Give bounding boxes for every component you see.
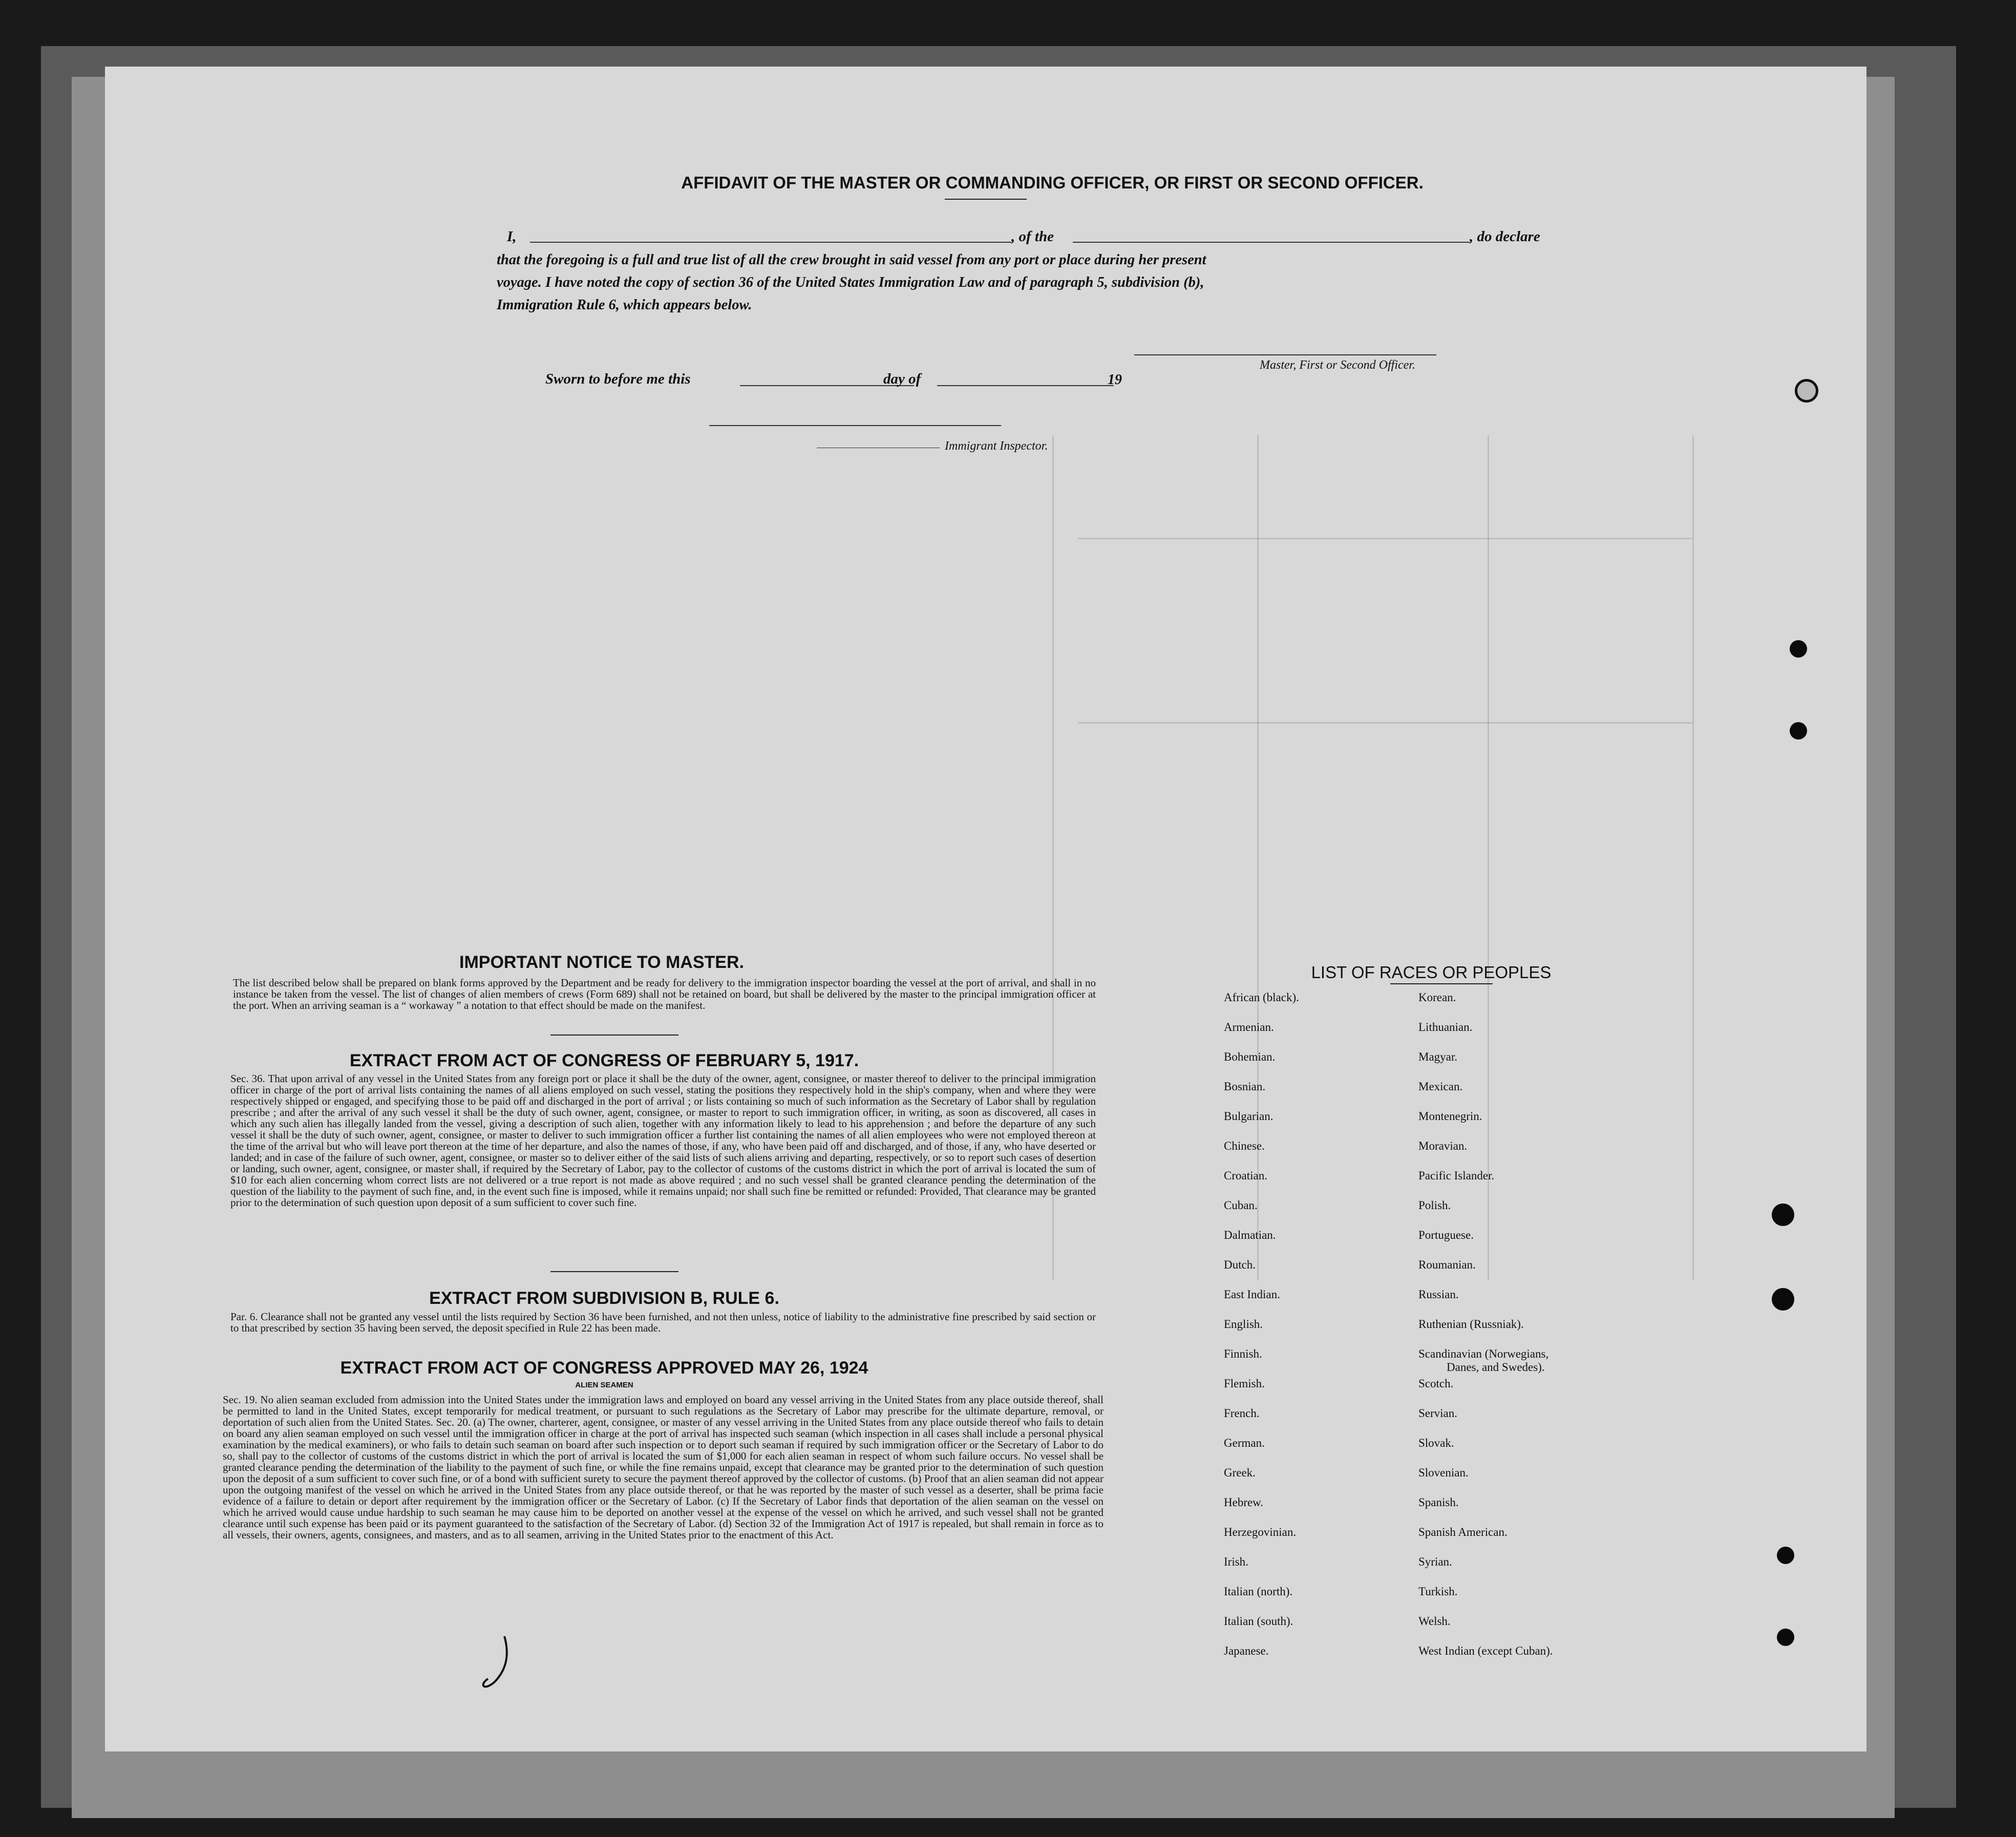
- notice-text: The list described below shall be prepared on blank forms approved by the Department and be ready for delivery to the immigration inspector boarding the vessel at the port of arrival, and shall in no instance be taken from the vessel. The list of changes of alien members of crews (Form 689) shall not be retained on board, but shall be delivered by the master to the principal immigration officer at the port. When an arriving seaman is a “ workaway ” a notation to that effect should be made on the manifest.: [233, 977, 1096, 1011]
- name-blank-line: [530, 242, 1011, 243]
- race-item: Armenian.: [1224, 1021, 1274, 1033]
- race-item: Scandinavian (Norwegians,: [1418, 1347, 1549, 1360]
- race-item: Scotch.: [1418, 1377, 1454, 1390]
- handwritten-mark: [474, 1634, 535, 1700]
- race-item: Slovenian.: [1418, 1466, 1469, 1479]
- extract-rule6-title: EXTRACT FROM SUBDIVISION B, RULE 6.: [429, 1289, 779, 1308]
- race-item: Russian.: [1418, 1288, 1459, 1301]
- document-page: [105, 67, 1866, 1751]
- race-item: Slovak.: [1418, 1437, 1454, 1449]
- divider: [550, 1271, 678, 1272]
- affidavit-line-3: voyage. I have noted the copy of section 36 of the United States Immigration Law and of paragraph 5, subdivision (b),: [497, 275, 1204, 290]
- divider: [945, 199, 1027, 200]
- race-item: Spanish.: [1418, 1496, 1459, 1509]
- extract-1917-title: EXTRACT FROM ACT OF CONGRESS OF FEBRUARY 5, 1917.: [349, 1051, 859, 1070]
- race-item: Montenegrin.: [1418, 1110, 1482, 1123]
- master-signature-label: Master, First or Second Officer.: [1260, 358, 1415, 372]
- binder-hole: [1777, 1547, 1794, 1564]
- binder-hole: [1772, 1203, 1794, 1226]
- race-item: German.: [1224, 1437, 1265, 1449]
- race-item: Bohemian.: [1224, 1050, 1276, 1063]
- affidavit-of-the: , of the: [1011, 228, 1054, 245]
- race-item: Spanish American.: [1418, 1526, 1508, 1538]
- extract-1924-subtitle: ALIEN SEAMEN: [575, 1381, 633, 1389]
- race-item: Turkish.: [1418, 1585, 1458, 1598]
- year-prefix: 19: [1108, 372, 1122, 388]
- race-item: English.: [1224, 1318, 1263, 1331]
- race-item: Korean.: [1418, 991, 1456, 1004]
- bleed-through-line: [1692, 435, 1694, 1280]
- race-item: Roumanian.: [1418, 1258, 1476, 1271]
- race-item: Syrian.: [1418, 1555, 1452, 1568]
- race-item: Ruthenian (Russniak).: [1418, 1318, 1524, 1331]
- extract-1924-title: EXTRACT FROM ACT OF CONGRESS APPROVED MAY 26, 1924: [340, 1358, 868, 1378]
- race-item: Japanese.: [1224, 1644, 1269, 1657]
- race-item: Italian (north).: [1224, 1585, 1293, 1598]
- race-item: Finnish.: [1224, 1347, 1262, 1360]
- vessel-blank-line: [1073, 242, 1470, 243]
- race-item: Irish.: [1224, 1555, 1248, 1568]
- affidavit-title: AFFIDAVIT OF THE MASTER OR COMMANDING OFFICER, OR FIRST OR SECOND OFFICER.: [681, 173, 1424, 192]
- notice-title: IMPORTANT NOTICE TO MASTER.: [459, 953, 744, 972]
- race-item: East Indian.: [1224, 1288, 1280, 1301]
- bleed-through-line: [1078, 538, 1692, 539]
- affidavit-line-2: that the foregoing is a full and true list of all the crew brought in said vessel from any port or place during her present: [497, 252, 1206, 268]
- affidavit-line-4: Immigration Rule 6, which appears below.: [497, 297, 752, 313]
- binder-hole: [1772, 1288, 1794, 1311]
- race-item: Lithuanian.: [1418, 1021, 1473, 1033]
- affidavit-i: I,: [507, 228, 517, 245]
- race-item: Danes, and Swedes).: [1447, 1361, 1545, 1374]
- inspector-label: Immigrant Inspector.: [945, 439, 1048, 453]
- race-item: Bulgarian.: [1224, 1110, 1274, 1123]
- race-item: Cuban.: [1224, 1199, 1258, 1212]
- binder-hole: [1790, 722, 1807, 740]
- race-item: Servian.: [1418, 1407, 1458, 1420]
- race-item: Mexican.: [1418, 1080, 1463, 1093]
- divider: [1390, 983, 1493, 984]
- day-of-text: day of: [883, 371, 921, 387]
- race-item: Pacific Islander.: [1418, 1169, 1495, 1182]
- race-item: Dutch.: [1224, 1258, 1256, 1271]
- binder-hole: [1790, 640, 1807, 658]
- master-signature-line: [1134, 354, 1436, 355]
- race-item: Croatian.: [1224, 1169, 1267, 1182]
- race-item: Portuguese.: [1418, 1229, 1474, 1241]
- binder-hole: [1777, 1629, 1794, 1646]
- race-item: Flemish.: [1224, 1377, 1265, 1390]
- race-item: Moravian.: [1418, 1139, 1468, 1152]
- race-item: Hebrew.: [1224, 1496, 1264, 1509]
- race-item: French.: [1224, 1407, 1260, 1420]
- bleed-through-line: [1078, 722, 1692, 724]
- race-item: Welsh.: [1418, 1615, 1451, 1628]
- race-item: Bosnian.: [1224, 1080, 1266, 1093]
- sworn-month-blank-line: [937, 385, 1114, 386]
- race-item: West Indian (except Cuban).: [1418, 1644, 1553, 1657]
- bleed-through-line: [1257, 435, 1259, 1280]
- inspector-signature-line: [709, 425, 1001, 426]
- races-title: LIST OF RACES OR PEOPLES: [1311, 963, 1552, 982]
- bleed-through-line: [1488, 435, 1489, 1280]
- race-item: African (black).: [1224, 991, 1299, 1004]
- divider: [550, 1034, 678, 1036]
- extract-1917-text: Sec. 36. That upon arrival of any vessel in the United States from any foreign port or place it shall be the duty of the owner, agent, consignee, or master thereof to deliver to the principal immigration officer in charge of the port of arrival lists containing the names of all aliens employed on such vessel, stating the positions they respectively hold in the ship's company, when and where they were respectively shipped or engaged, and specifying those to be paid off and discharged in the port of arrival ; or lists containing so much of such information as the Secretary of Labor shall by regulation prescribe ; and after the arrival of any such vessel it shall be the duty of such owner, agent, consignee, or master to report to such immigration officer, in writing, as soon as discovered, all cases in which any such alien has illegally landed from the vessel, giving a description of such alien, together with any information likely to lead to his apprehension ; and before the departure of any such vessel it shall be the duty of such owner, agent, consignee, or master to deliver to such immigration officer a further list containing the names of all alien employees who were not employed thereon at the time of the arrival but who will leave port thereon at the time of her departure, and also the names of those, if any, who have been paid off and discharged, and of those, if any, who have deserted or landed; and in case of the failure of such owner, agent, consignee, or master so to deliver either of the said lists of such aliens arriving and departing, respectively, or so to report such cases of desertion or landing, such owner, agent, consignee, or master shall, if required by the Secretary of Labor, pay to the collector of customs of the customs district in which the port of arrival is located the sum of $10 for each alien concerning whom correct lists are not delivered or a true report is not made as above required ; and no such vessel shall be granted clearance pending the determination of the question of the liability to the payment of such fine, and, in the event such fine is imposed, while it remains unpaid; nor shall such fine be remitted or refunded: Provided, That clearance may be granted prior to the determination of such question upon deposit of a sum sufficient to cover such fine.: [230, 1072, 1096, 1209]
- race-item: Dalmatian.: [1224, 1229, 1276, 1241]
- extract-1924-text: Sec. 19. No alien seaman excluded from admission into the United States under the immigration laws and employed on board any vessel arriving in the United States from any place outside thereof, shall be permitted to land in the United States, except temporarily for medical treatment, or pursuant to such regulations as the Secretary of Labor may prescribe for the ultimate departure, removal, or deportation of such alien from the United States. Sec. 20. (a) The owner, charterer, agent, consignee, or master of any vessel arriving in the United States from any place outside thereof who fails to detain on board any alien seaman employed on such vessel until the immigration officer in charge at the port of arrival has inspected such seaman (which inspection in all cases shall include a personal physical examination by the medical examiners), or who fails to detain such seaman on board after such inspection or to deport such seaman if required by such immigration officer or the Secretary of Labor to do so, shall pay to the collector of customs of the customs district in which the port of arrival is located the sum of $1,000 for each alien seaman in respect of whom such failure occurs. No vessel shall be granted clearance pending the determination of the liability to the payment of such fine, or while the fine remains unpaid, except that clearance may be granted prior to the determination of such question upon the deposit of a sum sufficient to cover such fine, or of a bond with sufficient surety to secure the payment thereof approved by the collector of customs. (b) Proof that an alien seaman did not appear upon the outgoing manifest of the vessel on which he arrived in the United States from any place outside thereof, or that he was reported by the master of such vessel as a deserter, shall be prima facie evidence of a failure to detain or deport after requirement by the immigration officer or the Secretary of Labor. (c) If the Secretary of Labor finds that deportation of the alien seaman on the vessel on which he arrived would cause undue hardship to such seaman he may cause him to be deported on another vessel at the expense of the vessel on which he arrived, and such vessel shall not be granted clearance until such expense has been paid or its payment guaranteed to the satisfaction of the Secretary of Labor. (d) Section 32 of the Immigration Act of 1917 is repealed, but shall remain in force as to all vessels, their owners, agents, consignees, and masters, and as to all seamen, arriving in the United States prior to the enactment of this Act.: [223, 1393, 1104, 1541]
- binder-ring: [1795, 379, 1818, 403]
- race-item: Greek.: [1224, 1466, 1256, 1479]
- sworn-text: Sworn to before me this: [545, 371, 691, 387]
- race-item: Magyar.: [1418, 1050, 1458, 1063]
- race-item: Herzegovinian.: [1224, 1526, 1297, 1538]
- race-item: Polish.: [1418, 1199, 1451, 1212]
- race-item: Chinese.: [1224, 1139, 1265, 1152]
- affidavit-declare: , do declare: [1470, 228, 1540, 245]
- race-item: Italian (south).: [1224, 1615, 1293, 1628]
- extract-rule6-text: Par. 6. Clearance shall not be granted any vessel until the lists required by Section 36 have been furnished, and not then unless, notice of liability to the administrative fine prescribed by said section or to that prescribed by section 35 having been served, the deposit specified in Rule 22 has been made.: [230, 1311, 1096, 1334]
